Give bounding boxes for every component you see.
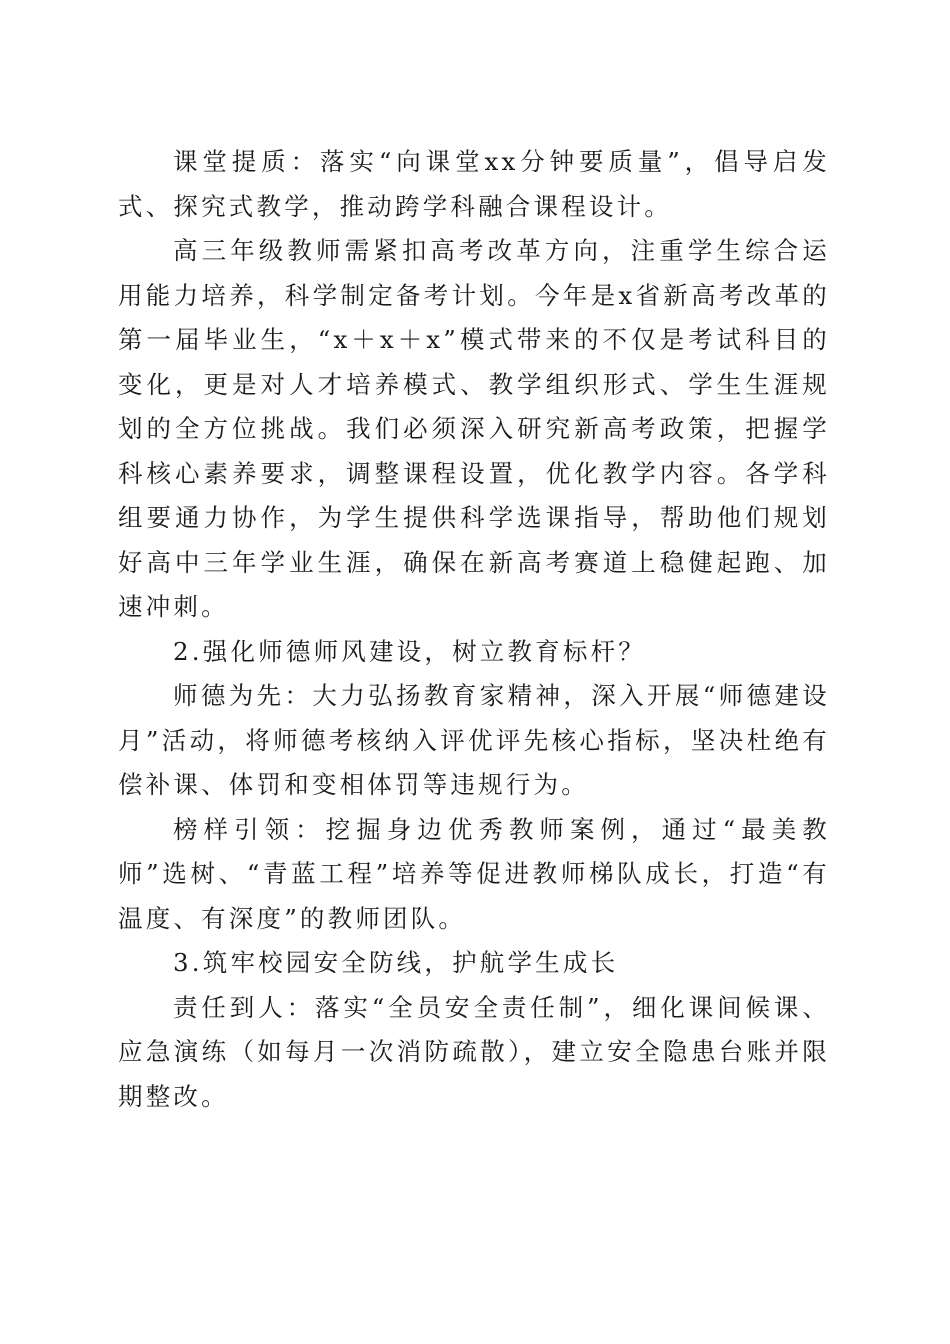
section-heading-campus-safety: 3.筑牢校园安全防线，护航学生成长 [173, 948, 619, 977]
paragraph-responsibility: 责任到人：落实“全员安全责任制”，细化课间候课、应急演练（如每月一次消防疏散），建立安全隐患台账并限期整改。 [118, 992, 830, 1111]
document-body [118, 140, 830, 1119]
paragraph-classroom-quality: 课堂提质：落实“向课堂xx分钟要质量”，倡导启发式、探究式教学，推动跨学科融合课程设计。 [118, 147, 830, 221]
paragraph-role-models: 榜样引领：挖掘身边优秀教师案例，通过“最美教师”选树、“青蓝工程”培养等促进教师梯队成长，打造“有温度、有深度”的教师团队。 [118, 814, 830, 933]
paragraph-ethics-first: 师德为先：大力弘扬教育家精神，深入开展“师德建设月”活动，将师德考核纳入评优评先核心指标，坚决杜绝有偿补课、体罚和变相体罚等违规行为。 [118, 681, 830, 799]
section-heading-teacher-ethics: 2.强化师德师风建设，树立教育标杆？ [173, 636, 646, 666]
paragraph-senior-grade-teachers: 高三年级教师需紧扣高考改革方向，注重学生综合运用能力培养，科学制定备考计划。今年是x省新高考改革的第一届毕业生，“x＋x＋x”模式带来的不仅是考试科目的变化，更是对人才培养模式、教学组织形式、学生生涯规划的全方位挑战。我们必须深入研究新高考政策，把握学科核心素养要求，调整课程设置，优化教学内容。各学科组要通力协作，为学生提供科学选课指导，帮助他们规划好高中三年学业生涯，确保在新高考赛道上稳健起跑、加速冲刺。 [118, 236, 830, 621]
